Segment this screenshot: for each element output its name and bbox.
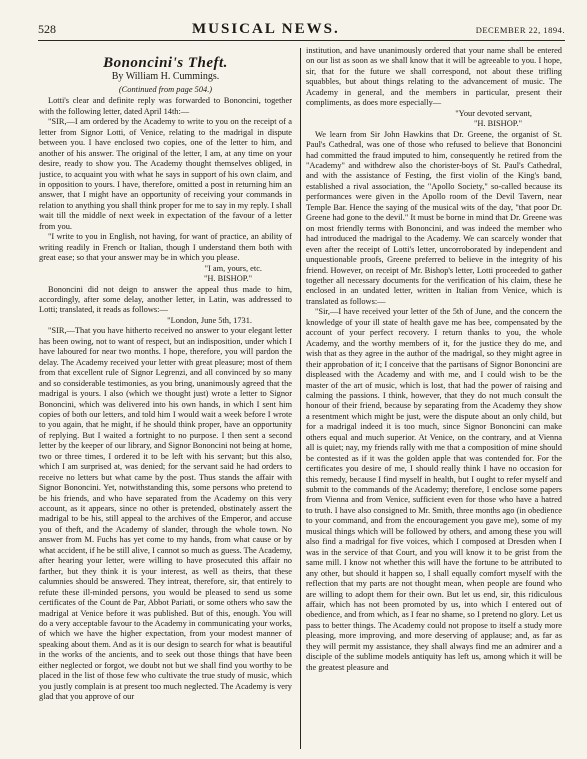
- issue-date: DECEMBER 22, 1894.: [475, 25, 565, 35]
- page-number: 528: [38, 22, 56, 36]
- continued-note: (Continued from page 504.): [118, 84, 213, 94]
- letter-closing: "Your devoted servant,: [455, 108, 532, 118]
- article-byline: By William H. Cummings.: [111, 71, 220, 83]
- paragraph: Bononcini did not deign to answer the appeal thus made to him, accordingly, after some delay, another letter, in Latin, was addressed to Lotti; translated, it reads as follows:—: [39, 284, 292, 315]
- right-column: [306, 46, 562, 673]
- paragraph: Lotti's clear and definite reply was forwarded to Bononcini, together with the following letter, dated April 14th:—: [39, 96, 292, 116]
- letter-signature: "H. BISHOP.": [203, 274, 252, 284]
- publication-title: MUSICAL NEWS.: [192, 21, 340, 37]
- paragraph: "SIR,—I am ordered by the Academy to write to you on the receipt of a letter from Signor Lotti, of Venice, relating to the madrigal in dispute between you. I have enclosed two copies, one of the letter to him, and another of his answer. The original of the letter, I am, at any time on your desire, ready to show you. The Academy thought themselves obliged, in justice, to acquaint you with what he says in support of his own claim, and in opposition to yours. I have, therefore, omitted a post in returning him an answer, that I might have an opportunity of receiving your commands in relation to anything you shall think proper for me to say in my reply. I shall wait till the middle of next week in expectation of the favour of a letter from you.: [39, 117, 292, 231]
- letter-closing: "I am, yours, etc.: [204, 263, 262, 273]
- paragraph: "I write to you in English, not having, for want of practice, an ability of writing readily in French or Italian, though I understand them both with great ease; so that your answer may be in which you please.: [39, 232, 292, 263]
- paragraph: "SIR,—That you have hitherto received no answer to your elegant letter has been owing, not to want of respect, but an indisposition, under which I have laboured for near two months. I hope, therefore, you will pardon the delay. The Academy received your letter with great pleasure; most of them from that excellent rule of Signor Legrenzi, and all convinced by so many and so considerable testimonies, as you bring, unanimously agreed that the madrigal is yours. I also (which we thought just) wrote a letter to Signor Bononcini, which was delivered into his own hands, in which I sent him copies of both our letters, and told him I would wait a week before I wrote to you again, that he might, if he should think proper, have an opportunity of replying. But I waited a fortnight to no purpose. I then sent a second letter by the keeper of our library, and Signor Bononcini not being at home, two or three times, I ordered it to be left with his servant; but this also, which I am surprised at, was denied; for the servant said he had orders to receive no letters but what came by the post. Thus stands the affair with Signor Bononcini. Yet, notwithstanding this, some persons who pretend to be his friends, and who have separated from the Academy on this very account, as it appears, since no other is pretended, obstinately assert the madrigal to be his, still appeal to the archives of the Emperor, and accuse you of theft, and the Academy of slander, through the whole town. No answer from M. Fuchs has yet come to my hands, from what cause or by what accident, if he be still alive, I cannot so much as guess. The Academy, after hearing your letter, were willing to have prosecuted this affair no farther, but they think it is your interest, as well as theirs, that these calumnies should be answered. They intreat, therefore, sir, that entirely to refute these ill-minded persons, you would be pleased to send us some certificates of the Count de Par, Abbot Pariati, or some others who saw the madrigal at Venice before it was published. But of this, enough. You will do a very acceptable favour to the Academy in communicating your works, of which we have the higher expectation, from your modest manner of speaking about them. And as it is our design to search for what is beautiful in the works of the ancients, and to seek out those things that have been either neglected or forgot, we doubt not but we shall find you worthy to be placed in the list of those few who cultivate the true study of music, which you justly complain is at present too much neglected. The Academy is very glad that you approve of our: [39, 326, 292, 702]
- paragraph: institution, and have unanimously ordered that your name shall be entered on our list as soon as we shall know that it will be agreeable to you. I hope, sir, that for the future we shall correspond, not about these trifling squabbles, but about things relating to the advancement of music. The Academy in general, and the members in particular, present their compliments, as does more especially—: [306, 46, 562, 108]
- article-title: Bononcini's Theft.: [103, 55, 228, 71]
- letter-signature: "H. BISHOP.": [473, 119, 522, 129]
- column-divider: [300, 48, 301, 749]
- header-rule: [38, 40, 565, 41]
- letter-date: "London, June 5th, 1731.: [167, 315, 252, 325]
- left-column: [39, 46, 292, 703]
- paragraph: "Sir,—I have received your letter of the 5th of June, and the concern the knowledge of your ill state of health gave me has bee, compensated by the account of your perfect recovery. I return thanks to you, the whole Academy, and the worthy members of it, for the justice they do me, and wish that as they agree in the author of the madrigal, so they might agree in their approbation of it; I conceive that the partisans of Signor Bononcini are displeased with the Academy and with me, and I could wish to be the master of the art of music, which is lost, that had the power of raising and calming the passions. I think, however, that they do not much consult the honour of their friend, because by separating from the Academy they show a resentment which might be just, were the dispute about an only child, but for a madrigal indeed it is too much, since Signor Bononcini can make others equal and much superior. At Venice, on the contrary, and at Vienna all is quiet; nay, my friends rally with me that a composition of mine should be contested as if it was the golden apple that was contended for. For the certificates you desire of me, I should really think I have no occasion for this remedy, because I find myself in health, but I ought to refer myself and submit to the commands of the Academy; therefore, I enclose some papers from Vienna and from Venice, sufficient even for those who have a hatred to truth. I have also consigned to Mr. Smith, three months ago (in obedience to your command, and from the encouragement you gave me), some of my musical things which will be followed by others, and among these you will also find a madrigal for five voices, which I composed at Dresden when I was in the service of that Court, and you will know it to be grist from the same mill. I know not whether this will have the fortune to be attributed to any other, but should it happen so, I shall equally comfort myself with the reflection that my parts are not thought mean, when people are found who are willing to adopt them for their own. But let us end, sir, this ridiculous affair, which has not been promoted by us, into which I entered out of obedience, and from which, as I fear no shame, so I pretend no glory. Let us pass to better things. The Academy could not propose to itself a study more pleasing, more improving, and more deserving of applause; and, as far as they will permit my assistance, they shall always find me an admirer and a disciple of the sublime models antiquity has left us, among which it will be the greatest pleasure and: [306, 307, 562, 672]
- paragraph: We learn from Sir John Hawkins that Dr. Greene, the organist of St. Paul's Cathedral, was one of those who refused to believe that Bononcini had committed the fraud imputed to him, consequently he retired from the "Academy" and withdrew also the chorister-boys of St. Paul's Cathedral, and with the assistance of Festing, the first violin of the King's band, established a rival association, the "Apollo Society," so-called because its performances were given in the Apollo room of the Devil Tavern, near Temple Bar. Hence the saying of the musical wits of the day, "that poor Dr. Greene had gone to the devil." It must be borne in mind that Dr. Greene was on most friendly terms with Bononcini, and was indeed the member who had introduced the madrigal to the Academy. We can scarcely wonder that even after the receipt of Lotti's letter, uncorroborated by independent and unquestionable proofs, Greene preferred to believe in the integrity of his friend. However, on receipt of Mr. Bishop's letter, Lotti proceeded to gather together all necessary documents for the verification of his claim, these he enclosed in an undated letter, written in Italian from Venice, which is translated as follows:—: [306, 129, 562, 306]
- page-header: [38, 21, 565, 39]
